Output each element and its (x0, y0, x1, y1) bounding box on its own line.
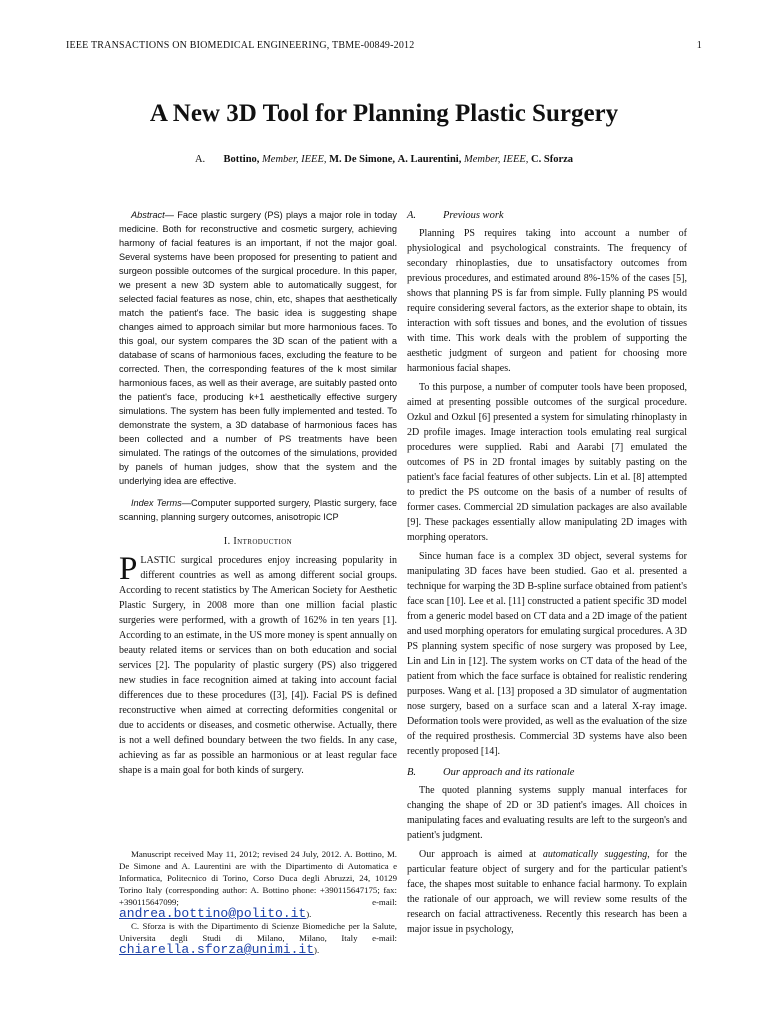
author-2: M. De Simone, (329, 154, 396, 165)
author-1-role: Member, IEEE, (262, 154, 327, 165)
page-number: 1 (696, 40, 702, 51)
section-heading-introduction: I. Introduction (223, 536, 293, 547)
abstract-text: Face plastic surgery (PS) plays a major role in today medicine. Both for reconstructive and cosmetic surgery, achieving harmony of facial features is an important, if not the major goal. Several systems have been proposed for presenting to patient and surgeon possible outcomes of the surgical procedure. In this paper, we present a new 3D system able to automatically suggest, for selected facial features as nose, chin, etc, shapes that aesthetically match the patient's face. The basic idea is suggesting shape changes aimed to approach similar but more harmonious faces. To this goal, our system compares the 3D scan of the patient with a database of scans of harmonious faces, excluding the feature to be corrected. Then, the corresponding features of the k most similar harmonious faces, as well as their average, are suitably pasted onto the patient's face, producing k+1 aesthetically effective surgery simulations. The system has been fully implemented and tested. To demonstrate the system, a 3D database of harmonious faces has been collected and a number of PS treatments have been simulated. The ratings of the outcomes of the simulations, provided by panels of human judges, show that the system and the underlying idea are effective. (119, 210, 397, 486)
approach-paragraph-1: The quoted planning systems supply manual interfaces for changing the shape of 2D or 3D patient's images. All choices in manipulating faces and evaluating results are left to the surgeon's and patient's judgment. (407, 785, 687, 841)
footnote-text-1: Manuscript received May 11, 2012; revised 24 July, 2012. A. Bottino, M. De Simone and A. Laurentini are with the Dipartimento di Automatica e Informatica, Politecnico di Torino, Corso Duca degli Abruzzi, 24, 10129 Torino Italy (corresponding author: A. Bottino phone: +390115647175; fax: +390115647099; e-mail: (119, 849, 397, 907)
previous-work-paragraph-2: To this purpose, a number of computer tools have been proposed, aimed at presenting possible outcomes of the surgical procedure. Ozkul and Ozkul [6] presented a system for simulating rhinoplasty in 2D profile images. Image interaction tools emulating real surgical procedures were supplied. Rabi and Aarabi [7] emulated the outcomes of PS in 2D frontal images by suitably pasting on the patient's face facial features of other subjects. Lin et al. [8] attempted to predict the PS outcome on the basis of a number of results of former cases. Commercial 2D simulation packages are also available [9]. These packages essentially allow manipulating 2D images with morphing operators. (407, 382, 687, 543)
author-line (0, 154, 768, 165)
subsection-letter-b: B. (407, 767, 417, 778)
right-column (407, 208, 687, 937)
previous-work-paragraph-1: Planning PS requires taking into account a number of physiological and psychological constraints. The frequency of secondary rhinoplasties, due to unsatisfactory outcomes from previous procedures, and estimated around 8%-15% of the cases [5], shows that planning PS is far from simple. Fully planning PS would require considering several factors, as the exterior shape to obtain, its interaction with soft tissues and bones, and the evolution of tissues with time. This work deals with the problem of supporting the aesthetic judgment of surgeon and patient for choosing more harmonious facial shapes. (407, 228, 687, 374)
approach-text-b: , for the particular feature object of surgery and for the particular patient's face, the shapes most suitable to enhance facial harmony. To explain the rationale of our approach, we will review some results of the research on facial attractiveness. Recently this research has been a major issue in psychology, (407, 849, 687, 935)
author-3-role: Member, IEEE, (463, 154, 529, 165)
journal-title: IEEE TRANSACTIONS ON BIOMEDICAL ENGINEERING, TBME-00849-2012 (66, 40, 415, 51)
footnote-text-2-end: ). (314, 945, 320, 955)
abstract (119, 208, 397, 488)
index-terms-lead: Index Terms— (131, 498, 191, 508)
email-link-bottino[interactable]: andrea.bottino@polito.it (119, 906, 307, 921)
author-1: Bottino, (223, 154, 260, 165)
abstract-lead: Abstract— (131, 210, 174, 220)
left-column (119, 208, 397, 778)
subsection-heading-previous-work (407, 208, 687, 223)
footnote-paragraph-1 (119, 848, 397, 920)
paper-title: A New 3D Tool for Planning Plastic Surgery (149, 100, 619, 127)
footnote-text-1-end: ). (306, 909, 312, 919)
subsection-heading-approach (407, 765, 687, 780)
index-terms-text: Computer supported surgery, Plastic surgery, face scanning, planning surgery outcomes, anisotropic ICP (119, 498, 397, 522)
approach-emphasis: automatically suggesting (542, 849, 648, 860)
subsection-title-a: Previous work (443, 210, 504, 221)
introduction-paragraph: PLASTIC surgical procedures enjoy increasing popularity in different countries as well as among different social groups. According to recent statistics by The American Society for Aesthetic Plastic Surgery, in 2008 more than one million facial plastic surgeries were performed, with a growth of 162% in ten years [1]. According to an estimate, in the US more money is spent annually on beauty related items or services than on both education and social services [2]. The popularity of plastic surgery (PS) also triggered new studies in face recognition aimed at taking into account facial differences due to these procedures ([3], [4]). Facial PS is defined reconstructive when aimed at correcting deformities congenital or due to accidents or diseases, and cosmetic otherwise. Actually, there is not a well defined boundary between the two fields. In any case, achieving as far as possible an harmonious or at least regular face shape is a main goal for both kinds of surgery. (119, 551, 397, 776)
author-4: C. Sforza (531, 154, 574, 165)
index-terms (119, 496, 397, 524)
author-3: A. Laurentini, (397, 154, 462, 165)
approach-text-a: Our approach is aimed at (419, 849, 537, 860)
email-link-sforza[interactable]: chiarella.sforza@unimi.it (119, 942, 315, 957)
footnote-paragraph-2 (119, 920, 397, 956)
approach-paragraph-2 (407, 847, 687, 937)
footnote-text-2: C. Sforza is with the Dipartimento di Scienze Biomediche per la Salute, Universita degli Studi di Milano, Milano, Italy e-mail: (119, 921, 397, 943)
subsection-letter-a: A. (407, 210, 417, 221)
author-footnote (119, 848, 397, 956)
author-initial: A. (194, 154, 206, 165)
subsection-title-b: Our approach and its rationale (443, 767, 575, 778)
running-head (66, 40, 702, 51)
previous-work-paragraph-3: Since human face is a complex 3D object, several systems for manipulating 3D faces have been studied. Gao et al. presented a technique for warping the 3D B-spline surface obtained from patient's face scan [10]. Lee et al. [11] constructed a patient specific 3D model from a generic model based on CT data and a 2D image of the patient and used morphing operators for emulating surgical procedures. A 3D PS planning system specific of nose surgery was proposed by Lee, Lin and Lin in [12]. The system works on CT data of the head of the patient from which the face surface is obtained for realistic rendering purposes. Wang et al. [13] proposed a 3D simulator of augmentation nose surgery, based on a surface scan and a lateral X-ray image. Deformation tools were provided, as well as the evaluation of the size of the required prosthesis. Commercial 3D systems have also been recently proposed [14]. (407, 551, 687, 757)
